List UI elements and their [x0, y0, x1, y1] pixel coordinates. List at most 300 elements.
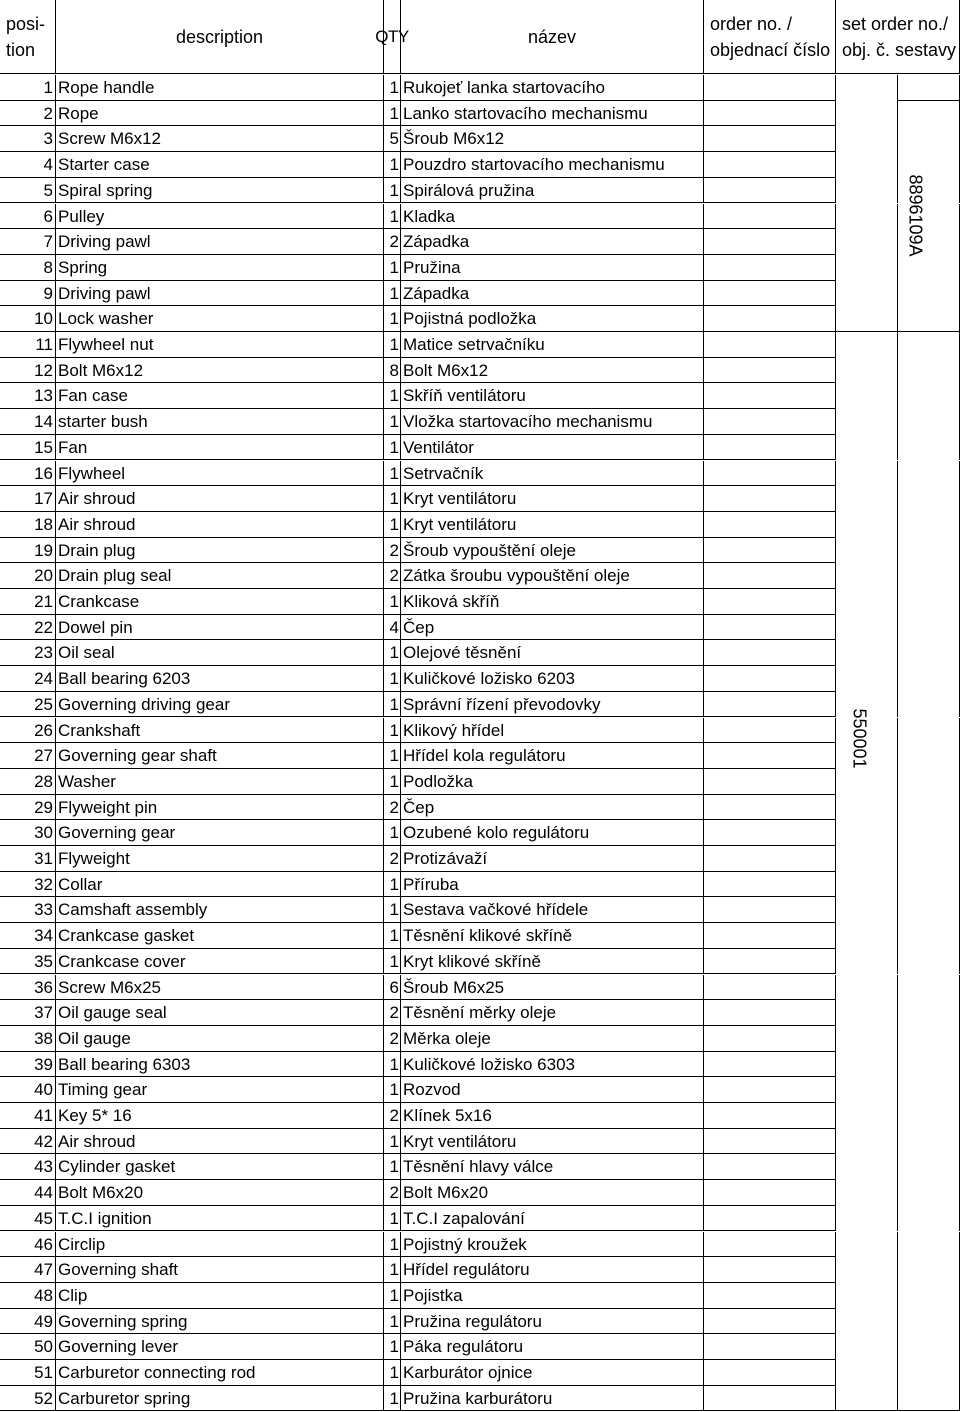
row-nazev: Těsnění hlavy válce [401, 1154, 704, 1180]
row-set-cell-2 [898, 718, 960, 744]
row-position: 46 [0, 1232, 56, 1258]
row-qty: 1 [384, 666, 401, 692]
row-description: Crankcase [56, 589, 384, 615]
row-set-cell-2 [898, 435, 960, 461]
row-set-cell-2 [898, 1077, 960, 1103]
row-description: Crankshaft [56, 718, 384, 744]
row-order-no [704, 383, 836, 409]
row-qty: 1 [384, 435, 401, 461]
row-position: 41 [0, 1103, 56, 1129]
row-set-cell [836, 461, 898, 487]
row-set-cell-2 [898, 589, 960, 615]
row-qty: 1 [384, 769, 401, 795]
row-set-cell-2 [898, 975, 960, 1001]
row-position: 52 [0, 1386, 56, 1412]
row-nazev: Rozvod [401, 1077, 704, 1103]
row-set-cell [836, 435, 898, 461]
row-qty: 2 [384, 846, 401, 872]
row-set-cell-2 [898, 872, 960, 898]
row-order-no [704, 666, 836, 692]
row-description: Flywheel [56, 461, 384, 487]
row-set-cell [836, 1026, 898, 1052]
row-position: 16 [0, 461, 56, 487]
row-qty: 1 [384, 512, 401, 538]
row-set-cell [836, 846, 898, 872]
row-set-cell [836, 255, 898, 281]
row-qty: 1 [384, 281, 401, 307]
row-nazev: Spirálová pružina [401, 178, 704, 204]
row-description: Carburetor spring [56, 1386, 384, 1412]
row-nazev: T.C.I zapalování [401, 1206, 704, 1232]
row-set-cell [836, 975, 898, 1001]
row-position: 7 [0, 229, 56, 255]
row-qty: 1 [384, 1309, 401, 1335]
row-set-cell [836, 306, 898, 332]
row-nazev: Pojistný kroužek [401, 1232, 704, 1258]
row-nazev: Olejové těsnění [401, 640, 704, 666]
row-nazev: Kladka [401, 204, 704, 230]
row-position: 33 [0, 897, 56, 923]
row-set-cell [836, 1000, 898, 1026]
row-position: 49 [0, 1309, 56, 1335]
row-qty: 1 [384, 692, 401, 718]
row-position: 48 [0, 1283, 56, 1309]
row-qty: 1 [384, 1386, 401, 1412]
row-position: 36 [0, 975, 56, 1001]
row-position: 43 [0, 1154, 56, 1180]
row-order-no [704, 872, 836, 898]
row-position: 47 [0, 1257, 56, 1283]
row-nazev: Ventilátor [401, 435, 704, 461]
row-set-cell [836, 486, 898, 512]
row-set-cell [836, 1129, 898, 1155]
row-set-cell-2 [898, 1180, 960, 1206]
row-description: Oil gauge [56, 1026, 384, 1052]
row-description: Spiral spring [56, 178, 384, 204]
row-nazev: Kuličkové ložisko 6303 [401, 1052, 704, 1078]
row-nazev: Zátka šroubu vypouštění oleje [401, 563, 704, 589]
row-position: 29 [0, 795, 56, 821]
row-nazev: Kryt ventilátoru [401, 512, 704, 538]
row-description: Air shroud [56, 1129, 384, 1155]
row-set-cell-2 [898, 1052, 960, 1078]
row-order-no [704, 1257, 836, 1283]
row-position: 8 [0, 255, 56, 281]
row-nazev: Bolt M6x12 [401, 358, 704, 384]
row-order-no [704, 589, 836, 615]
row-set-cell [836, 1386, 898, 1412]
row-order-no [704, 1129, 836, 1155]
row-nazev: Západka [401, 281, 704, 307]
row-set-cell-2 [898, 820, 960, 846]
row-position: 17 [0, 486, 56, 512]
row-nazev: Lanko startovacího mechanismu [401, 101, 704, 127]
row-qty: 1 [384, 152, 401, 178]
row-set-cell [836, 1232, 898, 1258]
row-description: Driving pawl [56, 281, 384, 307]
row-nazev: Sestava vačkové hřídele [401, 897, 704, 923]
row-order-no [704, 1000, 836, 1026]
row-set-cell-2 [898, 101, 960, 127]
row-set-cell [836, 1206, 898, 1232]
row-description: Dowel pin [56, 615, 384, 641]
row-set-cell [836, 897, 898, 923]
row-position: 5 [0, 178, 56, 204]
row-order-no [704, 795, 836, 821]
row-set-cell-2 [898, 1360, 960, 1386]
row-position: 39 [0, 1052, 56, 1078]
row-order-no [704, 718, 836, 744]
row-set-cell [836, 563, 898, 589]
row-nazev: Kryt ventilátoru [401, 1129, 704, 1155]
row-qty: 1 [384, 1232, 401, 1258]
row-qty: 1 [384, 178, 401, 204]
row-set-cell-2 [898, 1309, 960, 1335]
row-description: Carburetor connecting rod [56, 1360, 384, 1386]
header-order-no: order no. / objednací číslo [704, 0, 836, 74]
row-order-no [704, 152, 836, 178]
row-order-no [704, 1052, 836, 1078]
row-qty: 6 [384, 975, 401, 1001]
row-position: 26 [0, 718, 56, 744]
row-position: 23 [0, 640, 56, 666]
row-set-cell-2 [898, 640, 960, 666]
row-order-no [704, 461, 836, 487]
row-description: Air shroud [56, 512, 384, 538]
row-description: Oil gauge seal [56, 1000, 384, 1026]
row-position: 24 [0, 666, 56, 692]
row-position: 19 [0, 538, 56, 564]
row-order-no [704, 229, 836, 255]
row-set-cell-2 [898, 306, 960, 332]
row-order-no [704, 615, 836, 641]
row-nazev: Pouzdro startovacího mechanismu [401, 152, 704, 178]
row-description: Ball bearing 6303 [56, 1052, 384, 1078]
row-qty: 1 [384, 1283, 401, 1309]
row-set-cell [836, 383, 898, 409]
row-qty: 1 [384, 718, 401, 744]
row-set-cell-2 [898, 743, 960, 769]
row-set-cell-2 [898, 358, 960, 384]
row-qty: 1 [384, 409, 401, 435]
row-nazev: Hřídel kola regulátoru [401, 743, 704, 769]
row-set-cell-2 [898, 1103, 960, 1129]
row-position: 44 [0, 1180, 56, 1206]
row-qty: 5 [384, 126, 401, 152]
row-description: Clip [56, 1283, 384, 1309]
row-order-no [704, 178, 836, 204]
row-order-no [704, 486, 836, 512]
row-order-no [704, 820, 836, 846]
header-position: posi- tion [0, 0, 56, 74]
row-order-no [704, 1360, 836, 1386]
row-set-cell-2 [898, 692, 960, 718]
row-set-cell [836, 178, 898, 204]
row-set-cell [836, 640, 898, 666]
row-set-cell [836, 1360, 898, 1386]
row-qty: 1 [384, 101, 401, 127]
row-order-no [704, 1077, 836, 1103]
row-qty: 1 [384, 1334, 401, 1360]
row-order-no [704, 640, 836, 666]
row-qty: 1 [384, 461, 401, 487]
row-set-cell [836, 1257, 898, 1283]
row-nazev: Klikový hřídel [401, 718, 704, 744]
row-order-no [704, 846, 836, 872]
row-set-cell [836, 1077, 898, 1103]
row-set-cell [836, 1309, 898, 1335]
row-order-no [704, 538, 836, 564]
row-set-cell-2 [898, 795, 960, 821]
row-order-no [704, 975, 836, 1001]
row-qty: 1 [384, 1154, 401, 1180]
row-set-cell [836, 1334, 898, 1360]
row-description: Governing spring [56, 1309, 384, 1335]
row-qty: 1 [384, 1129, 401, 1155]
row-position: 6 [0, 204, 56, 230]
row-set-cell [836, 332, 898, 358]
row-description: Pulley [56, 204, 384, 230]
row-nazev: Pružina karburátoru [401, 1386, 704, 1412]
row-order-no [704, 1206, 836, 1232]
set-code-upper: 8896109A [905, 174, 926, 257]
row-set-cell-2 [898, 1334, 960, 1360]
row-description: Drain plug [56, 538, 384, 564]
row-order-no [704, 692, 836, 718]
row-description: Bolt M6x12 [56, 358, 384, 384]
row-description: Fan case [56, 383, 384, 409]
row-nazev: Páka regulátoru [401, 1334, 704, 1360]
row-nazev: Skříň ventilátoru [401, 383, 704, 409]
row-qty: 2 [384, 538, 401, 564]
row-order-no [704, 332, 836, 358]
row-set-cell-2 [898, 126, 960, 152]
row-nazev: Kliková skříň [401, 589, 704, 615]
row-qty: 1 [384, 1206, 401, 1232]
row-order-no [704, 897, 836, 923]
row-order-no [704, 512, 836, 538]
row-set-cell [836, 1180, 898, 1206]
row-description: Governing driving gear [56, 692, 384, 718]
row-order-no [704, 435, 836, 461]
row-qty: 1 [384, 75, 401, 101]
row-set-cell-2 [898, 1206, 960, 1232]
row-position: 40 [0, 1077, 56, 1103]
row-qty: 1 [384, 204, 401, 230]
row-set-cell-2 [898, 846, 960, 872]
row-nazev: Karburátor ojnice [401, 1360, 704, 1386]
row-qty: 1 [384, 486, 401, 512]
row-set-cell [836, 795, 898, 821]
row-set-cell-2 [898, 281, 960, 307]
row-position: 25 [0, 692, 56, 718]
row-qty: 8 [384, 358, 401, 384]
header-nazev: název [401, 0, 704, 74]
row-set-cell [836, 358, 898, 384]
row-nazev: Čep [401, 615, 704, 641]
row-position: 28 [0, 769, 56, 795]
row-description: starter bush [56, 409, 384, 435]
row-order-no [704, 923, 836, 949]
row-set-cell [836, 949, 898, 975]
row-description: Flywheel nut [56, 332, 384, 358]
row-set-cell-2 [898, 1000, 960, 1026]
row-description: Air shroud [56, 486, 384, 512]
row-set-cell [836, 75, 898, 101]
row-set-cell-2 [898, 538, 960, 564]
header-set-order-no: set order no./ obj. č. sestavy [836, 0, 960, 74]
row-description: Starter case [56, 152, 384, 178]
row-nazev: Západka [401, 229, 704, 255]
row-description: Collar [56, 872, 384, 898]
row-set-cell-2 [898, 1257, 960, 1283]
row-qty: 1 [384, 1077, 401, 1103]
row-set-cell [836, 666, 898, 692]
set-code-lower: 550001 [849, 708, 870, 769]
row-set-cell-2 [898, 897, 960, 923]
row-order-no [704, 1154, 836, 1180]
row-position: 4 [0, 152, 56, 178]
row-position: 51 [0, 1360, 56, 1386]
row-qty: 2 [384, 563, 401, 589]
row-order-no [704, 1334, 836, 1360]
row-description: Rope handle [56, 75, 384, 101]
row-set-cell-2 [898, 1154, 960, 1180]
row-qty: 1 [384, 383, 401, 409]
row-position: 18 [0, 512, 56, 538]
row-order-no [704, 75, 836, 101]
row-position: 31 [0, 846, 56, 872]
row-nazev: Pružina regulátoru [401, 1309, 704, 1335]
row-position: 20 [0, 563, 56, 589]
row-nazev: Šroub M6x25 [401, 975, 704, 1001]
row-position: 42 [0, 1129, 56, 1155]
row-position: 3 [0, 126, 56, 152]
row-position: 21 [0, 589, 56, 615]
row-description: Governing lever [56, 1334, 384, 1360]
row-nazev: Pojistná podložka [401, 306, 704, 332]
row-set-cell [836, 923, 898, 949]
row-description: Fan [56, 435, 384, 461]
row-nazev: Podložka [401, 769, 704, 795]
row-set-cell-2 [898, 409, 960, 435]
row-position: 9 [0, 281, 56, 307]
row-nazev: Klínek 5x16 [401, 1103, 704, 1129]
row-nazev: Pružina [401, 255, 704, 281]
row-qty: 1 [384, 589, 401, 615]
row-set-cell [836, 126, 898, 152]
row-qty: 2 [384, 1026, 401, 1052]
row-set-cell [836, 229, 898, 255]
row-qty: 2 [384, 795, 401, 821]
row-order-no [704, 409, 836, 435]
row-set-cell-2 [898, 512, 960, 538]
row-order-no [704, 1180, 836, 1206]
row-nazev: Rukojeť lanka startovacího [401, 75, 704, 101]
row-order-no [704, 358, 836, 384]
row-set-cell-2 [898, 1026, 960, 1052]
row-order-no [704, 1103, 836, 1129]
row-set-cell-2 [898, 332, 960, 358]
row-description: Lock washer [56, 306, 384, 332]
row-description: Flyweight pin [56, 795, 384, 821]
row-order-no [704, 1232, 836, 1258]
row-description: Key 5* 16 [56, 1103, 384, 1129]
row-set-cell-2 [898, 615, 960, 641]
row-qty: 1 [384, 1257, 401, 1283]
row-position: 27 [0, 743, 56, 769]
row-qty: 1 [384, 743, 401, 769]
row-order-no [704, 306, 836, 332]
row-description: Governing gear [56, 820, 384, 846]
row-position: 13 [0, 383, 56, 409]
row-nazev: Vložka startovacího mechanismu [401, 409, 704, 435]
row-set-cell-2 [898, 383, 960, 409]
row-order-no [704, 255, 836, 281]
row-order-no [704, 281, 836, 307]
row-description: Rope [56, 101, 384, 127]
row-position: 38 [0, 1026, 56, 1052]
row-nazev: Protizávaží [401, 846, 704, 872]
row-set-cell-2 [898, 1129, 960, 1155]
row-position: 12 [0, 358, 56, 384]
row-order-no [704, 1309, 836, 1335]
row-set-cell-2 [898, 486, 960, 512]
row-description: Governing gear shaft [56, 743, 384, 769]
row-set-cell-2 [898, 769, 960, 795]
row-set-cell [836, 152, 898, 178]
row-set-cell [836, 1052, 898, 1078]
row-set-cell [836, 538, 898, 564]
row-order-no [704, 204, 836, 230]
row-qty: 2 [384, 1180, 401, 1206]
row-qty: 1 [384, 949, 401, 975]
row-set-cell-2 [898, 949, 960, 975]
row-set-cell [836, 872, 898, 898]
row-description: T.C.I ignition [56, 1206, 384, 1232]
row-qty: 1 [384, 255, 401, 281]
row-set-cell-2 [898, 1283, 960, 1309]
row-set-cell [836, 1154, 898, 1180]
row-description: Governing shaft [56, 1257, 384, 1283]
row-description: Circlip [56, 1232, 384, 1258]
row-qty: 1 [384, 1052, 401, 1078]
row-nazev: Hřídel regulátoru [401, 1257, 704, 1283]
row-position: 34 [0, 923, 56, 949]
row-nazev: Šroub M6x12 [401, 126, 704, 152]
row-set-cell [836, 409, 898, 435]
row-position: 32 [0, 872, 56, 898]
row-qty: 2 [384, 1103, 401, 1129]
row-description: Timing gear [56, 1077, 384, 1103]
row-position: 10 [0, 306, 56, 332]
header-description: description [56, 0, 384, 74]
row-qty: 1 [384, 897, 401, 923]
row-qty: 4 [384, 615, 401, 641]
row-description: Screw M6x25 [56, 975, 384, 1001]
row-position: 2 [0, 101, 56, 127]
row-set-cell-2 [898, 461, 960, 487]
row-nazev: Kryt ventilátoru [401, 486, 704, 512]
row-qty: 2 [384, 1000, 401, 1026]
row-nazev: Kryt klikové skříně [401, 949, 704, 975]
row-set-cell-2 [898, 923, 960, 949]
row-order-no [704, 563, 836, 589]
row-nazev: Šroub vypouštění oleje [401, 538, 704, 564]
row-order-no [704, 949, 836, 975]
row-nazev: Správní řízení převodovky [401, 692, 704, 718]
row-set-cell-2 [898, 75, 960, 101]
